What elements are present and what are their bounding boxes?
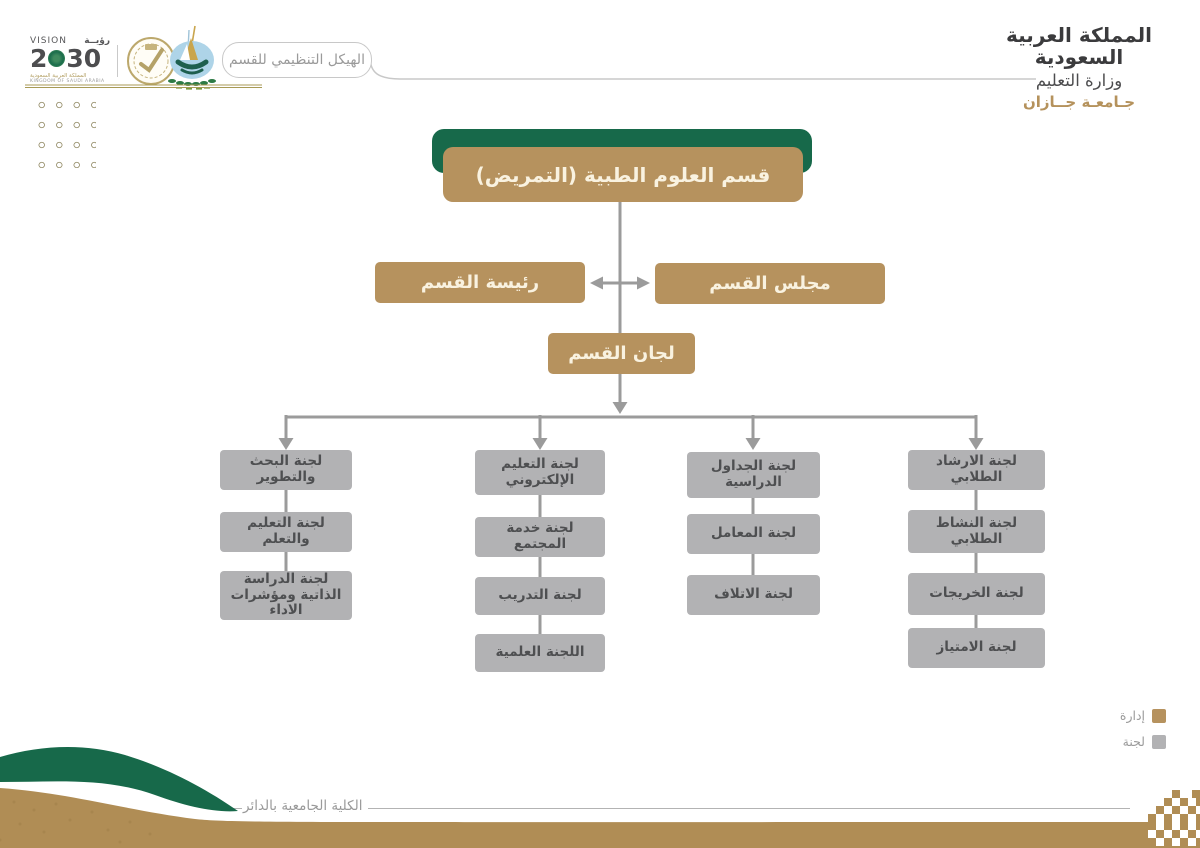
vision-en-label: VISION <box>30 36 67 46</box>
legend-admin-label: إدارة <box>1119 708 1145 723</box>
department-council-box: مجلس القسم <box>655 263 885 304</box>
legend-committee-label: لجنة <box>1122 734 1145 749</box>
committee-box: لجنة الجداول الدراسية <box>687 452 820 498</box>
department-committees-box: لجان القسم <box>548 333 695 374</box>
committee-box: لجنة الارشاد الطلابي <box>908 450 1045 490</box>
vision-kingdom-ar: المملكة العربية السعودية <box>30 73 87 79</box>
year-digits-30: 30 <box>66 44 102 73</box>
committee-box: لجنة التدريب <box>475 577 605 615</box>
legend-admin-swatch <box>1152 709 1166 723</box>
dot-grid-decoration <box>30 92 96 168</box>
committee-box: لجنة الخريجات <box>908 573 1045 615</box>
committee-box: لجنة الدراسة الذاتية ومؤشرات الاداء <box>220 571 352 620</box>
page-title-tab <box>222 42 372 78</box>
committee-box: اللجنة العلمية <box>475 634 605 672</box>
committee-box: لجنة التعليم والتعلم <box>220 512 352 552</box>
committee-box: لجنة المعامل <box>687 514 820 554</box>
committee-box: لجنة النشاط الطلابي <box>908 510 1045 553</box>
year-digit-2: 2 <box>30 44 48 73</box>
page-title: الهيكل التنظيمي للقسم <box>229 52 365 68</box>
vision-ar-label: رؤيــة <box>84 36 110 46</box>
kingdom-calligraphy: المملكة العربية السعودية <box>1006 23 1152 69</box>
committee-box: لجنة البحث والتطوير <box>220 450 352 490</box>
legend-item-admin <box>1120 708 1166 723</box>
committee-box: لجنة الامتياز <box>908 628 1045 668</box>
header-rule <box>0 0 1200 100</box>
committee-box: لجنة خدمة المجتمع <box>475 517 605 557</box>
footer-college-name: الكلية الجامعية بالدائر <box>243 798 363 814</box>
committee-box: لجنة التعليم الإلكتروني <box>475 450 605 495</box>
department-root-box: قسم العلوم الطبية (التمريض) <box>443 147 803 202</box>
ministry-name: وزارة التعليم <box>1035 71 1123 90</box>
committee-box: لجنة الاتلاف <box>687 575 820 615</box>
footer-wave-decoration <box>0 740 1200 848</box>
university-name: جـامعـة جــازان <box>1022 93 1136 111</box>
department-head-box: رئيسة القسم <box>375 262 585 303</box>
vision-kingdom-en: KINGDOM OF SAUDI ARABIA <box>30 79 105 84</box>
